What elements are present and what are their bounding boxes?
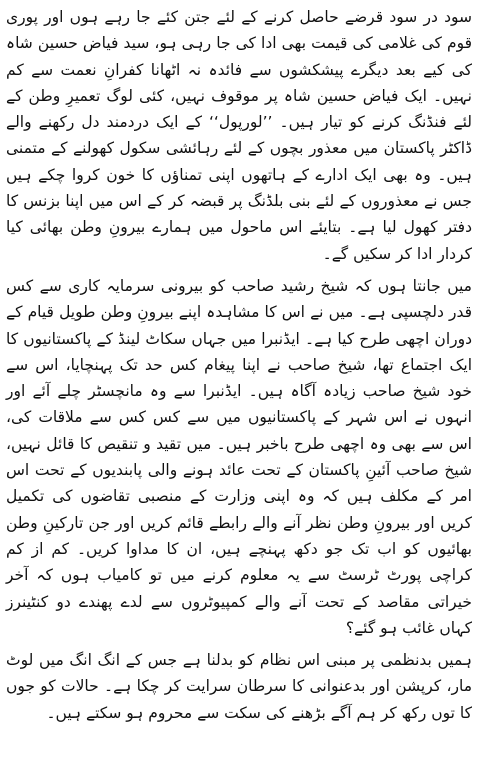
- paragraph-1: سود در سود قرضے حاصل کرنے کے لئے جتن کئے جا رہے ہوں اور پوری قوم کی غلامی کی قیمت بھی ادا کی جا رہی ہو، سید فیاض حسین شاہ کی کیے بعد دیگرے پیشکشوں سے فائدہ نہ اٹھانا کفرانِ نعمت سے کم نہیں۔ ایک فیاض حسین شاہ پر موقوف نہیں، کئی لوگ تعمیرِ وطن کے لئے فنڈنگ کرنے کو تیار ہیں۔ ’’لورپول‘‘ کے ایک دردمند دل رکھنے والے ڈاکٹر پاکستان میں معذور بچوں کے لئے رہائشی سکول کھولنے کے متمنی ہیں۔ وہ بھی ایک ادارے کے ہاتھوں اپنی تمناؤں کا خون کروا چکے ہیں جس نے معذوروں کے لئے بنی بلڈنگ پر قبضہ کر کے اس میں اپنا بزنس کا دفتر کھول لیا ہے۔ بتایئے اس ماحول میں ہمارے بیرونِ وطن بھائی کیا کردار ادا کر سکیں گے۔: [6, 8, 472, 263]
- paragraph-3: ہمیں بدنظمی پر مبنی اس نظام کو بدلنا ہے جس کے انگ انگ میں لوٹ مار، کرپشن اور بدعنوانی کا سرطان سرایت کر چکا ہے۔ حالات کو جوں کا توں رکھ کر ہم آگے بڑھنے کی سکت سے محروم ہو سکتے ہیں۔: [6, 651, 472, 722]
- paragraph-2: میں جانتا ہوں کہ شیخ رشید صاحب کو بیرونی سرمایہ کاری سے کس قدر دلچسپی ہے۔ میں نے اس کا مشاہدہ اپنے بیرونِ وطن طویل قیام کے دوران اچھی طرح کیا ہے۔ ایڈنبرا میں جہاں سکاٹ لینڈ کے پاکستانیوں کا ایک اجتماع تھا، شیخ صاحب نے اپنا پیغام کس حد تک پہنچایا، اس سے خود شیخ صاحب زیادہ آگاہ ہیں۔ ایڈنبرا سے وہ مانچسٹر چلے آئے اور انہوں نے اس شہر کے پاکستانیوں میں سے کس کس سے ملاقات کی، اس سے بھی وہ اچھی طرح باخبر ہیں۔ میں تقید و تنقیص کا قائل نہیں، شیخ صاحب آئینِ پاکستان کے تحت عائد ہونے والی پابندیوں کے تحت اس امر کے مکلف ہیں کہ وہ اپنی وزارت کے منصبی تقاضوں کی تکمیل کریں اور بیرونِ وطن نظر آنے والے رابطے قائم کریں اور جن تارکینِ وطن بھائیوں کو اب تک جو دکھ پہنچے ہیں، ان کا مداوا کریں۔ کم از کم کراچی پورٹ ٹرسٹ سے یہ معلوم کرنے میں تو کامیاب ہوں کہ آخر خیراتی مقاصد کے تحت آنے والے کمپیوٹروں سے لدے پھندے دو کنٹینرز کہاں غائب ہو گئے؟: [6, 276, 472, 637]
- article-body: [6, 4, 472, 726]
